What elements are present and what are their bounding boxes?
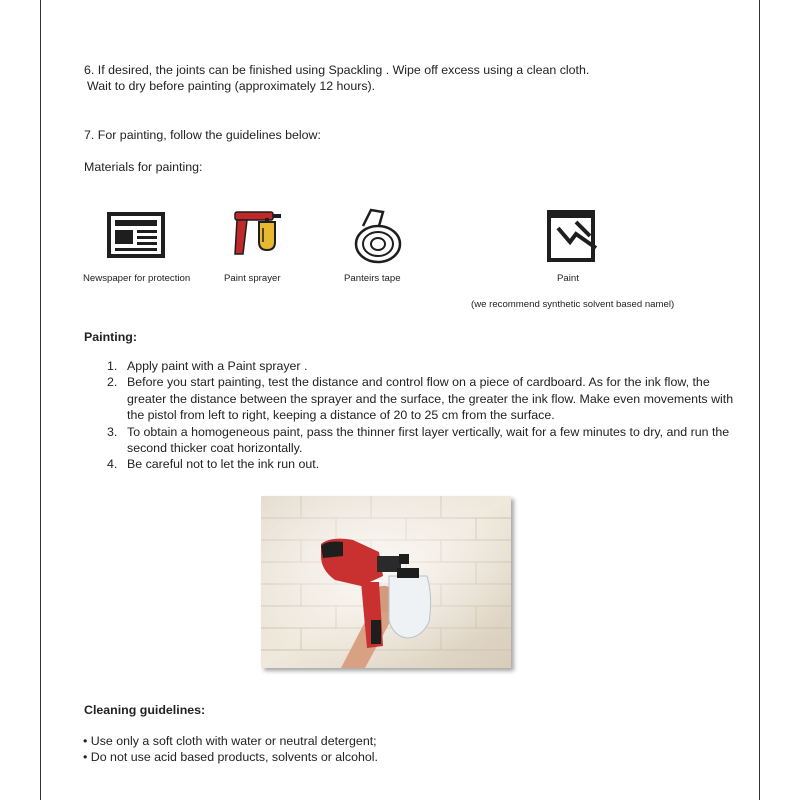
material-label-paint: Paint <box>557 273 579 284</box>
painting-step <box>97 358 737 374</box>
step-text: Before you start painting, test the distance and control flow on a piece of cardboard. As for the ink flow, the greater the distance between the sprayer and the surface, the greater the ink flow. Make even movements with the pistol from left to right, keeping a distance of 20 to 25 cm from the surface. <box>127 375 734 423</box>
painting-step <box>97 424 737 457</box>
newspaper-icon <box>107 210 167 260</box>
painting-steps-list <box>97 358 737 473</box>
materials-heading: Materials for painting: <box>84 160 203 174</box>
step7-text: 7. For painting, follow the guidelines below: <box>84 128 321 142</box>
step-text: Apply paint with a Paint sprayer . <box>127 359 308 373</box>
painting-step <box>97 456 737 472</box>
painting-step <box>97 374 737 423</box>
painting-heading: Painting: <box>84 330 137 344</box>
paint-sprayer-icon <box>229 208 285 262</box>
step-text: Be careful not to let the ink run out. <box>127 457 320 472</box>
materials-note: (we recommend synthetic solvent based namel) <box>471 299 675 310</box>
cleaning-item: • Do not use acid based products, solvents or alcohol. <box>83 750 378 765</box>
document-page <box>40 0 760 800</box>
step-text: To obtain a homogeneous paint, pass the thinner first layer vertically, wait for a few minutes to dry, and run the second thicker coat horizontally. <box>127 424 730 456</box>
step6-line1: 6. If desired, the joints can be finished using Spackling . Wipe off excess using a clean cloth. <box>84 63 590 77</box>
step-number: 3. <box>107 424 118 439</box>
step-number: 1. <box>107 359 118 373</box>
cleaning-item: • Use only a soft cloth with water or neutral detergent; <box>83 734 377 748</box>
sprayer-photo <box>261 496 511 668</box>
cleaning-heading: Cleaning guidelines: <box>84 703 206 717</box>
material-label-newspaper: Newspaper for protection <box>83 273 191 284</box>
tape-icon <box>353 206 403 264</box>
paint-can-icon <box>546 208 602 264</box>
material-label-tape: Panteirs tape <box>344 273 401 284</box>
cleaning-list <box>83 733 378 766</box>
material-label-sprayer: Paint sprayer <box>224 273 281 284</box>
step6-line2: Wait to dry before painting (approximately 12 hours). <box>87 79 376 93</box>
step-number: 4. <box>107 457 118 472</box>
step-number: 2. <box>107 375 118 390</box>
